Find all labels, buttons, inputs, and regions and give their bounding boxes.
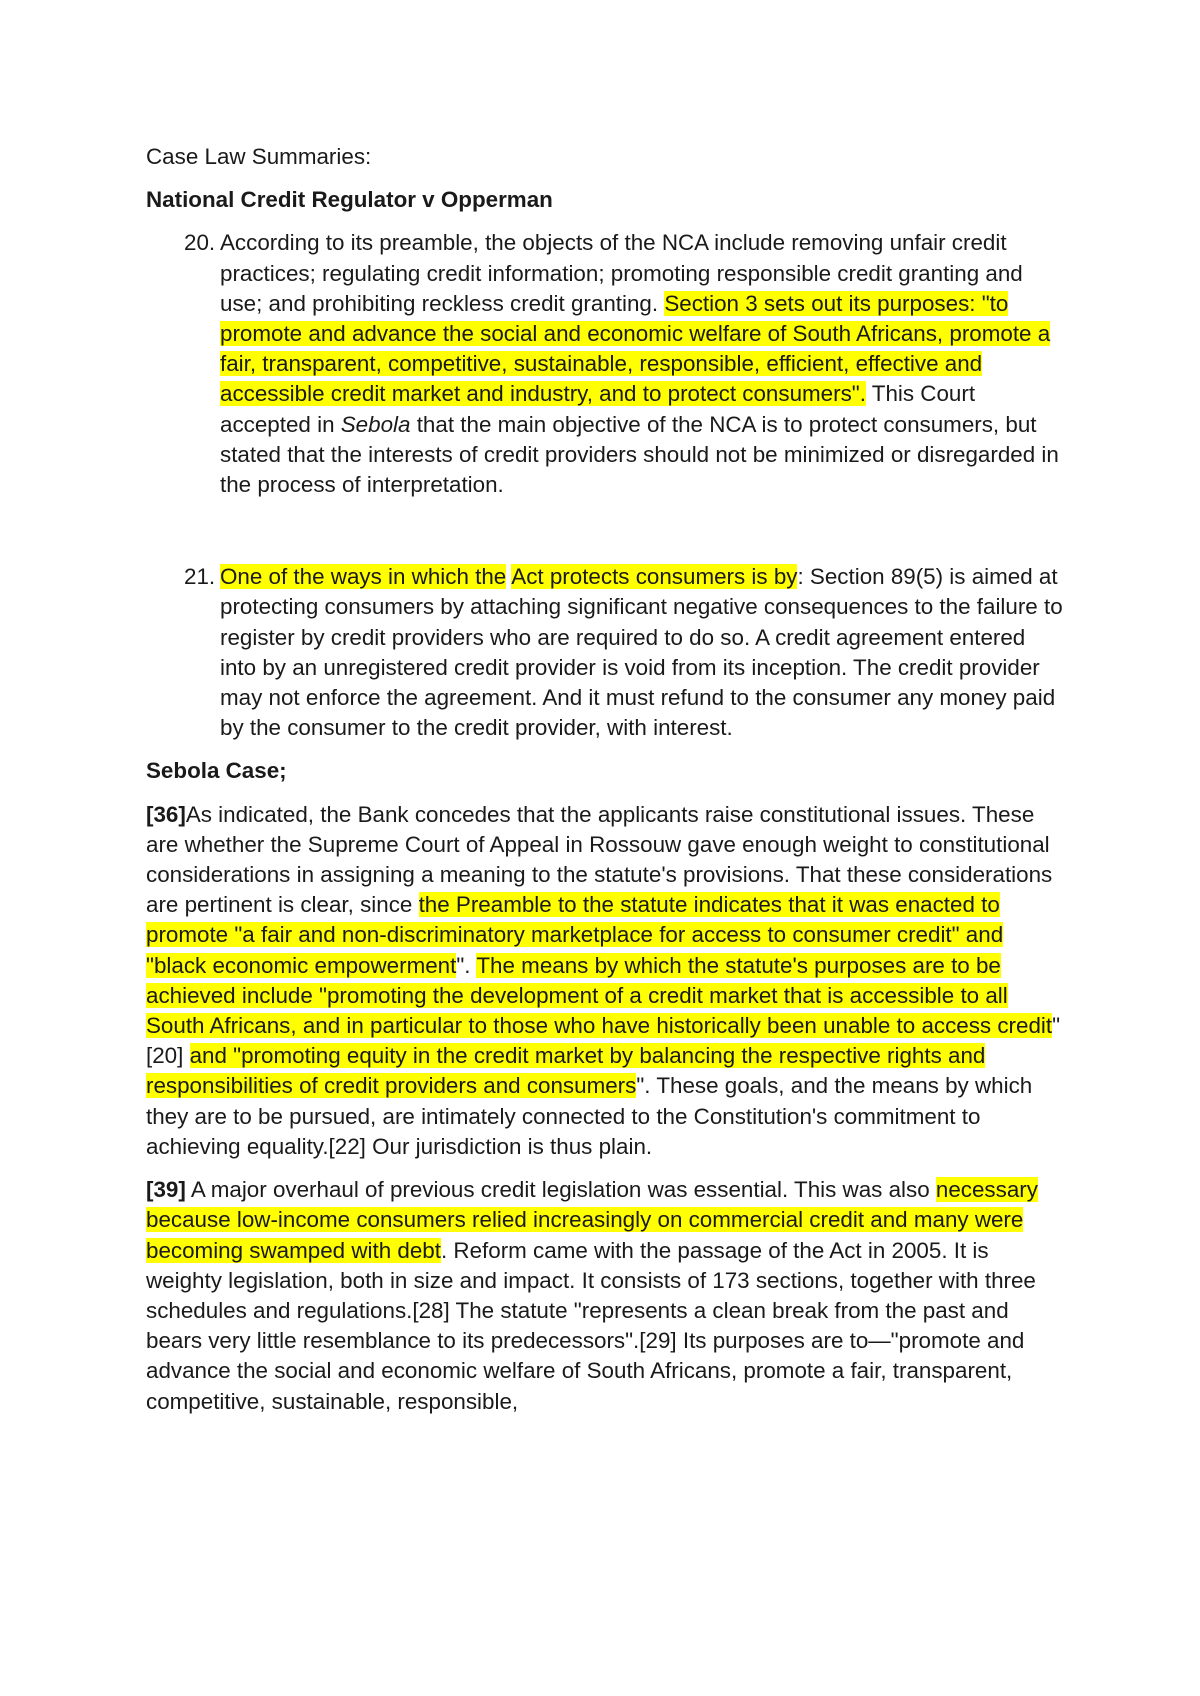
paragraph-36: [146, 800, 1066, 1162]
highlighted-text: The means by which the statute's purposes are to be achieved include "promoting the development of a credit market that is accessible to all South Africans, and in particular to those who have historically been unable to access credit: [146, 952, 1053, 1039]
text-run: A major overhaul of previous credit legislation was essential. This was also: [185, 1177, 936, 1203]
text-run: . Reform came with the passage of the Act in 2005. It is weighty legislation, both in size and impact. It consists of 173 sections, together with three schedules and regulations.[28] The statute "represents a clean break from the past and bears very little resemblance to its predecessors".[29] Its purposes are to—"promote and advance the social and economic welfare of South Africans, promote a fair, transparent, competitive, sustainable, responsible,: [146, 1237, 1036, 1414]
document-title: Case Law Summaries:: [146, 144, 372, 169]
paragraph-39: [146, 1175, 1066, 1417]
text-run: "[20]: [146, 1013, 1061, 1069]
text-run: According to its preamble, the objects of the NCA include removing unfair credit practices; regulating credit information; promoting responsible credit granting and use; and prohibiting reckless credit granting.: [220, 230, 1023, 316]
highlighted-text: and "promoting equity in the credit market by balancing the respective rights and responsibilities of credit providers and consumers: [146, 1043, 986, 1099]
item-number: 20.: [184, 230, 216, 256]
highlighted-text: Act protects consumers is by: [511, 564, 798, 590]
text-run: This Court accepted in: [220, 381, 976, 437]
highlighted-text: the Preamble to the statute indicates that it was enacted to promote "a fair and non-discriminatory marketplace for access to consumer credit" and "black economic empowerment: [146, 892, 1004, 978]
item-text: [220, 562, 1066, 743]
item-text: [220, 228, 1066, 500]
document-page: [146, 142, 1066, 1417]
text-run: As indicated, the Bank concedes that the applicants raise constitutional issues. These are whether the Supreme Court of Appeal in Rossouw gave enough weight to constitutional considerations in assigning a meaning to the statute's provisions. That these considerations are pertinent is clear, since: [146, 801, 1053, 918]
text-run: ".: [456, 952, 477, 978]
text-run: ". These goals, and the means by which they are to be pursued, are intimately connected to the Constitution's commitment to achieving equality.[22] Our jurisdiction is thus plain.: [146, 1073, 1033, 1159]
text-run: : Section 89(5) is aimed at protecting consumers by attaching significant negative consequences to the failure to register by credit providers who are required to do so. A credit agreement entered into by an unregistered credit provider is void from its inception. The credit provider may not enforce the agreement. And it must refund to the consumer any money paid by the consumer to the credit provider, with interest.: [220, 564, 1063, 741]
item-number: 21.: [184, 564, 216, 590]
highlighted-text: One of the ways in which the: [220, 564, 507, 590]
highlighted-text: necessary because low-income consumers relied increasingly on commercial credit and many were becoming swamped with debt: [146, 1177, 1038, 1263]
text-run: that the main objective of the NCA is to protect consumers, but stated that the interests of credit providers should not be minimized or disregarded in the process of interpretation.: [220, 411, 1059, 498]
heading-sebola: Sebola Case;: [146, 758, 287, 784]
case-name: Sebola: [340, 411, 411, 437]
list-item-20: [184, 228, 1066, 500]
paragraph-number: [39]: [146, 1177, 186, 1203]
list-item-21: [184, 562, 1066, 743]
highlighted-text: Section 3 sets out its purposes: "to promote and advance the social and economic welfare of South Africans, promote a fair, transparent, competitive, sustainable, responsible, efficient, effective and accessible credit market and industry, and to protect consumers".: [220, 290, 1051, 407]
paragraph-number: [36]: [146, 801, 186, 827]
heading-opperman: National Credit Regulator v Opperman: [146, 187, 553, 213]
